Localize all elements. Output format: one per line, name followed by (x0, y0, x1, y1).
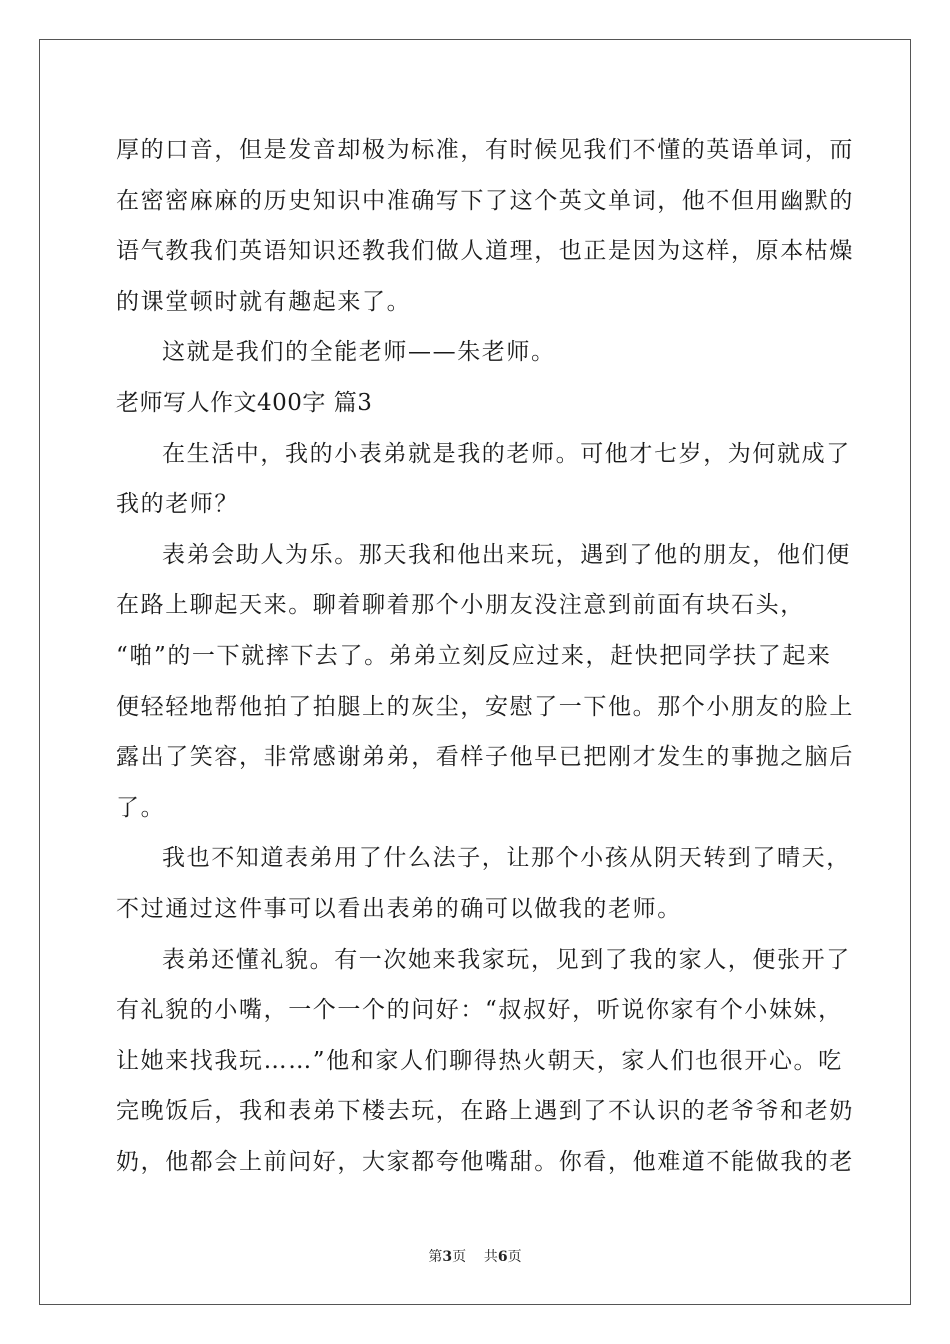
text-line: 完晚饭后，我和表弟下楼去玩，在路上遇到了不认识的老爷爷和老奶 (116, 1098, 854, 1125)
page-footer (0, 1246, 950, 1266)
text-line: 这就是我们的全能老师——朱老师。 (162, 339, 556, 366)
text-line: 奶，他都会上前问好，大家都夸他嘴甜。你看，他难道不能做我的老 (116, 1148, 854, 1175)
text-line: 厚的口音，但是发音却极为标准，有时候见我们不懂的英语单词，而 (116, 137, 854, 163)
text-line: 让她来找我玩……”他和家人们聊得热火朝天，家人们也很开心。吃 (116, 1047, 843, 1074)
text-line: 在路上聊起天来。聊着聊着那个小朋友没注意到前面有块石头， (116, 592, 805, 619)
text-line: 表弟会助人为乐。那天我和他出来玩，遇到了他的朋友，他们便 (162, 541, 851, 568)
text-line: 便轻轻地帮他拍了拍腿上的灰尘，安慰了一下他。那个小朋友的脸上 (116, 693, 854, 720)
text-line: 表弟还懂礼貌。有一次她来我家玩，见到了我的家人，便张开了 (162, 946, 851, 973)
text-line: 我也不知道表弟用了什么法子，让那个小孩从阴天转到了晴天， (162, 845, 851, 872)
text-line: 我的老师？ (116, 491, 239, 518)
section-heading: 老师写人作文400字 篇3 (116, 389, 373, 416)
page-suffix: 页 (452, 1249, 467, 1265)
page-prefix: 第 (428, 1249, 443, 1265)
text-line: 有礼貌的小嘴，一个一个的问好：“叔叔好，听说你家有个小妹妹， (116, 997, 843, 1024)
total-prefix: 共 (483, 1249, 498, 1265)
text-line: 在生活中，我的小表弟就是我的老师。可他才七岁，为何就成了 (162, 440, 851, 467)
page-current-number: 3 (442, 1249, 453, 1265)
text-line: 的课堂顿时就有趣起来了。 (116, 288, 412, 315)
total-suffix: 页 (507, 1249, 522, 1265)
text-line: 不过通过这件事可以看出表弟的确可以做我的老师。 (116, 895, 682, 922)
text-line: 了。 (116, 794, 166, 821)
text-line: 语气教我们英语知识还教我们做人道理，也正是因为这样，原本枯燥 (116, 238, 854, 265)
document-body (116, 125, 854, 1187)
text-line: 露出了笑容，非常感谢弟弟，看样子他早已把刚才发生的事抛之脑后 (116, 744, 854, 771)
text-line: 在密密麻麻的历史知识中准确写下了这个英文单词，他不但用幽默的 (116, 187, 854, 214)
text-line: “啪”的一下就摔下去了。弟弟立刻反应过来，赶快把同学扶了起来 (116, 642, 832, 669)
page-total-number: 6 (497, 1249, 508, 1265)
